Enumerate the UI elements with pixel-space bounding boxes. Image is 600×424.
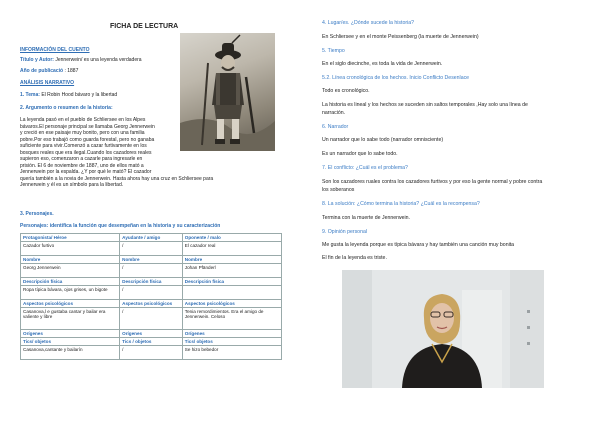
label-origins: Orígenes: [120, 330, 183, 338]
label-origins: Orígenes: [21, 330, 120, 338]
presenter-video[interactable]: [342, 270, 544, 388]
label-name: Nombre: [120, 256, 183, 264]
table-cell: /: [120, 346, 183, 360]
year-value: : 1887: [64, 68, 79, 74]
table-cell: /: [120, 264, 183, 278]
table-cell: El cazador real: [182, 242, 281, 256]
time-heading: 5. Tiempo: [322, 48, 345, 54]
table-cell: Tenia remordimientos. Era el amigo de Jennerwein. Celoso: [182, 308, 281, 330]
table-cell: Georg Jennerwein: [21, 264, 120, 278]
narrator-heading: 6. Narrador: [322, 124, 349, 130]
label-physical: Descripción física: [182, 278, 281, 286]
summary-line: bosques reales que era ilegal.Cuando los cazadores reales: [20, 149, 152, 156]
narrator-text: Es un narrador que lo sabe todo.: [322, 151, 398, 157]
characters-subheading: Personajes: identifica la función que desempeñan en la historia y su caracterización: [20, 223, 221, 229]
label-tics: Tics/ objetos: [182, 338, 281, 346]
table-cell: /: [120, 286, 183, 300]
summary-line: prisión. El 6 de noviembre de 1887, uno de ellos mató a: [20, 162, 144, 169]
table-cell: [182, 286, 281, 300]
summary-line: pobre.Por eso trabajó como guarda forestal, pero no ganaba: [20, 136, 155, 143]
opinion-text: El fin de la leyenda es triste.: [322, 255, 387, 261]
table-cell: Johan Pfänderl: [182, 264, 281, 278]
timeline-text: narración.: [322, 110, 346, 116]
label-physical: Descripción física: [21, 278, 120, 286]
summary-heading: 2. Argumento o resumen de la historia:: [20, 105, 113, 111]
place-heading: 4. Lugar/es. ¿Dónde sucede la historia?: [322, 20, 414, 26]
label-origins: Orígenes: [182, 330, 281, 338]
table-cell: Cazador furtivo: [21, 242, 120, 256]
summary-line: quería también a la novia de Jennerwein. Hasta ahora hay una cruz en Schliersee para: [20, 175, 214, 182]
summary-line: suficiente para vivir.Comenzó a cazar furtivamente en los: [20, 143, 147, 149]
hunter-illustration: [180, 33, 275, 151]
header-protagonist: Protagonista/ Héroe: [21, 234, 120, 242]
left-page: [0, 0, 296, 424]
right-page: [304, 0, 600, 424]
narrator-text: Un narrador que lo sabe todo (narrador omnisciente): [322, 137, 444, 143]
hunter-photo: [180, 33, 275, 151]
document-title: FICHA DE LECTURA: [110, 23, 179, 30]
summary-line: y creció en ese paisaje muy bonito, pero con una familia: [20, 130, 145, 136]
narrative-heading: ANÁLISIS NARRATIVO: [20, 80, 75, 86]
title-author-value: Jennerwein/ es una leyenda verdadera: [55, 57, 142, 63]
label-psych: Aspectos psicológicos: [182, 300, 281, 308]
conflict-text: Son los cazadores ruales contra los cazadores furtivos y por eso la gente normal y pobre contra: [322, 179, 543, 185]
timeline-text: La historia es lineal y los hechos se suceden sin saltos temporales ,Hay solo una línea de: [322, 102, 528, 108]
table-cell: Se hizo bebedor: [182, 346, 281, 360]
summary-line: supieron eso, comenzaron a cazarle para ingresarle en: [20, 156, 143, 162]
label-tics: Tics/ objetos: [21, 338, 120, 346]
opinion-text: Me gusta la leyenda porque es típica bávara y hay también una canción muy bonita: [322, 242, 515, 248]
conflict-text: los soberanos: [322, 187, 355, 193]
timeline-heading: 5.2. Línea cronológica de los hechos. Inicio Conflicto Desenlace: [322, 75, 470, 81]
opinion-heading: 9. Opinión personal: [322, 229, 367, 235]
label-psych: Aspectos psicológicos: [120, 300, 183, 308]
theme-value: El Robin Hood bávaro y la libertad: [41, 92, 118, 98]
table-cell: Ropa típica bávara, ojos grises, un bigote: [21, 286, 120, 300]
label-tics: Tics / objetos: [120, 338, 183, 346]
label-name: Nombre: [21, 256, 120, 264]
label-psych: Aspectos psicológicos: [21, 300, 120, 308]
theme-label: 1. Tema:: [20, 92, 40, 98]
info-heading: INFORMACIÓN DEL CUENTO: [20, 47, 90, 53]
place-text: En Schliersee y en el monte Peissenberg (la muerte de Jennerwein): [322, 34, 479, 40]
title-author-line: [20, 57, 142, 63]
title-author-label: Título y Autor:: [20, 57, 54, 63]
label-name: Nombre: [182, 256, 281, 264]
header-opponent: Oponente / malo: [182, 234, 281, 242]
table-cell: Casanova,l e gustaba cantar y bailar era valiente y libre: [21, 308, 120, 330]
theme-line: [20, 92, 117, 98]
characters-heading: 3. Personajes.: [20, 211, 54, 217]
solution-heading: 8. La solución: ¿Cómo termina la historia? ¿Cuál es la recompensa?: [322, 201, 480, 207]
year-line: [20, 68, 78, 74]
summary-line: La leyenda pasó en el pueblo de Schliersee en los Alpes: [20, 117, 146, 123]
summary-line: Jennerwein y él es un símbolo para la libertad.: [20, 182, 124, 188]
year-label: Año de publicació: [20, 68, 64, 74]
characters-table: [20, 233, 282, 360]
conflict-heading: 7. El conflicto: ¿Cuál es el problema?: [322, 165, 408, 171]
summary-line: bávaros.El personaje principal se llamaba Georg Jennerwein: [20, 123, 155, 130]
table-cell: Casanova,cantante y bailarín: [21, 346, 120, 360]
table-cell: /: [120, 242, 183, 256]
timeline-text: Todo es cronológico.: [322, 88, 370, 94]
table-cell: /: [120, 308, 183, 330]
header-helper: Ayudante / amigo: [120, 234, 183, 242]
solution-text: Termina con la muerte de Jennerwein.: [322, 215, 410, 221]
summary-line: Jennerwein por la espalda. ¿Y por qué le mató? El cazador: [20, 169, 152, 175]
label-physical: Descripción física: [120, 278, 183, 286]
time-text: En el siglo diecinche, es toda la vida de Jennerwein.: [322, 61, 443, 67]
presenter-illustration: [342, 270, 544, 388]
